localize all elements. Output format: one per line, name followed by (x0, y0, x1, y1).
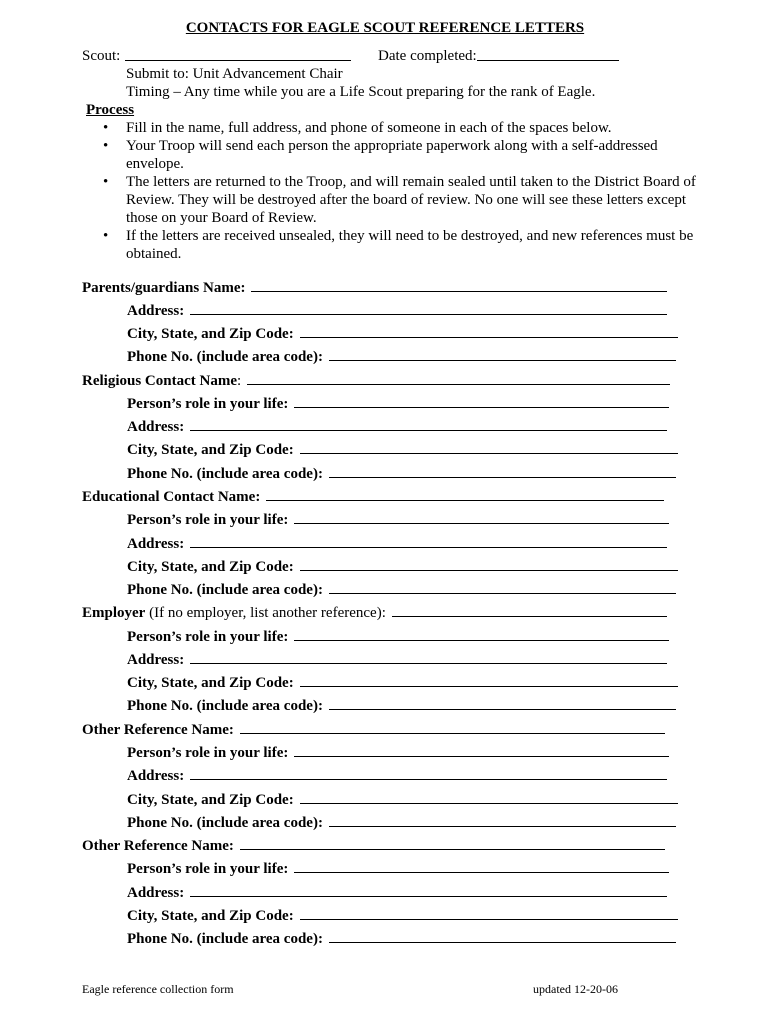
address-label: Address: (127, 536, 185, 552)
educational-city-field[interactable] (300, 557, 678, 571)
page-title: CONTACTS FOR EAGLE SCOUT REFERENCE LETTERS (185, 20, 585, 36)
employer-address-field[interactable] (190, 650, 667, 664)
educational-role-row (127, 510, 669, 529)
other-reference-2-city-row (127, 906, 678, 925)
address-label: Address: (127, 768, 185, 784)
parents-address-field[interactable] (190, 301, 667, 315)
educational-phone-field[interactable] (329, 580, 676, 594)
religious-phone-row (127, 464, 676, 483)
process-bullet-text: If the letters are received unsealed, they will need to be destroyed, and new references must be obtained. (126, 228, 694, 262)
other-reference-1-role-field[interactable] (294, 743, 669, 757)
educational-name-label: Educational Contact Name: (82, 489, 261, 505)
city-label: City, State, and Zip Code: (127, 559, 294, 575)
process-bullet-text: Fill in the name, full address, and phone of someone in each of the spaces below. (126, 120, 612, 136)
other-reference-1-address-field[interactable] (190, 766, 667, 780)
other-reference-2-name-row (82, 836, 665, 855)
educational-name-row (82, 487, 664, 506)
other-reference-2-address-field[interactable] (190, 883, 667, 897)
city-label: City, State, and Zip Code: (127, 908, 294, 924)
educational-city-row (127, 557, 678, 576)
parents-address-row (127, 301, 667, 320)
employer-note: (If no employer, list another reference): (145, 605, 386, 621)
role-label: Person’s role in your life: (127, 629, 289, 645)
role-label: Person’s role in your life: (127, 512, 289, 528)
city-label: City, State, and Zip Code: (127, 675, 294, 691)
process-bullet (0, 173, 706, 227)
phone-label: Phone No. (include area code): (127, 349, 323, 365)
other-reference-name-label: Other Reference Name: (82, 722, 234, 738)
footer-updated-date: updated 12-20-06 (533, 982, 618, 996)
address-label: Address: (127, 303, 185, 319)
bullet-icon: • (103, 174, 109, 190)
phone-label: Phone No. (include area code): (127, 582, 323, 598)
bullet-icon: • (103, 228, 109, 244)
other-reference-2-address-row (127, 883, 667, 902)
employer-city-row (127, 673, 678, 692)
religious-city-row (127, 440, 678, 459)
footer-form-name: Eagle reference collection form (82, 982, 234, 996)
date-completed-label: Date completed: (378, 48, 477, 64)
phone-label: Phone No. (include area code): (127, 698, 323, 714)
religious-role-field[interactable] (294, 394, 669, 408)
city-label: City, State, and Zip Code: (127, 442, 294, 458)
other-reference-1-city-field[interactable] (300, 790, 678, 804)
other-reference-1-address-row (127, 766, 667, 785)
other-reference-2-name-field[interactable] (240, 836, 665, 850)
date-completed-field[interactable] (477, 47, 619, 61)
religious-phone-field[interactable] (329, 464, 676, 478)
other-reference-2-phone-field[interactable] (329, 929, 676, 943)
parents-name-field[interactable] (251, 278, 667, 292)
address-label: Address: (127, 652, 185, 668)
submit-to-text: Submit to: Unit Advancement Chair (126, 66, 343, 82)
employer-address-row (127, 650, 667, 669)
role-label: Person’s role in your life: (127, 396, 289, 412)
process-bullet (0, 137, 706, 173)
scout-name-field[interactable] (125, 47, 351, 61)
educational-role-field[interactable] (294, 510, 669, 524)
address-label: Address: (127, 419, 185, 435)
phone-label: Phone No. (include area code): (127, 815, 323, 831)
educational-address-row (127, 534, 667, 553)
other-reference-2-role-field[interactable] (294, 859, 669, 873)
educational-name-field[interactable] (266, 487, 664, 501)
other-reference-1-city-row (127, 790, 678, 809)
scout-label: Scout: (82, 48, 121, 64)
role-label: Person’s role in your life: (127, 745, 289, 761)
bullet-icon: • (103, 120, 109, 136)
employer-name-row (82, 603, 667, 622)
process-bullet (0, 119, 706, 137)
process-heading: Process (86, 102, 135, 118)
religious-name-field[interactable] (247, 371, 670, 385)
religious-name-label: Religious Contact Name (82, 373, 237, 389)
parents-name-row (82, 278, 667, 297)
other-reference-1-role-row (127, 743, 669, 762)
process-bullet-text: The letters are returned to the Troop, and will remain sealed until taken to the District Board of Review. They will be destroyed after the board of review. No one will see these letters except those on your Board of Review. (126, 174, 696, 226)
timing-text: Timing – Any time while you are a Life Scout preparing for the rank of Eagle. (126, 84, 596, 100)
employer-name-label: Employer (82, 605, 146, 621)
process-bullet-text: Your Troop will send each person the appropriate paperwork along with a self-addressed envelope. (126, 138, 658, 172)
parents-phone-field[interactable] (329, 347, 676, 361)
other-reference-2-phone-row (127, 929, 676, 948)
other-reference-2-city-field[interactable] (300, 906, 678, 920)
address-label: Address: (127, 885, 185, 901)
employer-city-field[interactable] (300, 673, 678, 687)
educational-address-field[interactable] (190, 534, 667, 548)
other-reference-name-label: Other Reference Name: (82, 838, 234, 854)
phone-label: Phone No. (include area code): (127, 931, 323, 947)
bullet-icon: • (103, 138, 109, 154)
other-reference-1-phone-field[interactable] (329, 813, 676, 827)
employer-name-field[interactable] (392, 603, 667, 617)
role-label: Person’s role in your life: (127, 861, 289, 877)
parents-name-label: Parents/guardians Name: (82, 280, 246, 296)
parents-city-row (127, 324, 678, 343)
process-list (0, 119, 770, 263)
employer-phone-row (127, 696, 676, 715)
educational-phone-row (127, 580, 676, 599)
phone-label: Phone No. (include area code): (127, 466, 323, 482)
parents-city-field[interactable] (300, 324, 678, 338)
employer-role-row (127, 627, 669, 646)
city-label: City, State, and Zip Code: (127, 326, 294, 342)
religious-colon: : (236, 373, 242, 389)
process-bullet (0, 227, 706, 263)
employer-phone-field[interactable] (329, 696, 676, 710)
employer-role-field[interactable] (294, 627, 669, 641)
other-reference-1-name-field[interactable] (240, 720, 665, 734)
religious-role-row (127, 394, 669, 413)
other-reference-1-name-row (82, 720, 665, 739)
religious-address-field[interactable] (190, 417, 667, 431)
parents-phone-row (127, 347, 676, 366)
religious-name-row (82, 371, 670, 390)
other-reference-2-role-row (127, 859, 669, 878)
city-label: City, State, and Zip Code: (127, 792, 294, 808)
other-reference-1-phone-row (127, 813, 676, 832)
religious-city-field[interactable] (300, 440, 678, 454)
religious-address-row (127, 417, 667, 436)
